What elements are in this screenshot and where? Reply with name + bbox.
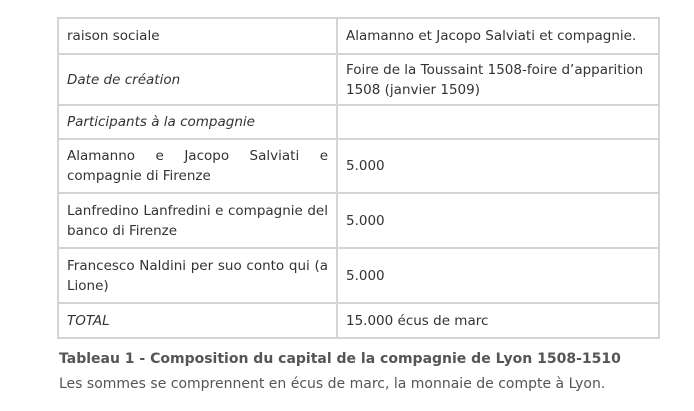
row-value: 15.000 écus de marc [337,303,659,338]
row-label: Francesco Naldini per suo conto qui (a Lione) [58,248,337,303]
table-row [58,139,659,193]
table-row [58,18,659,54]
table-row [58,303,659,338]
table-row [58,193,659,248]
table-note: Les sommes se comprennent en écus de marc, la monnaie de compte à Lyon. [59,376,606,392]
row-label: Participants à la compagnie [58,105,337,139]
row-value: 5.000 [337,248,659,303]
table-caption: Tableau 1 - Composition du capital de la compagnie de Lyon 1508-1510 [59,351,621,367]
row-value [337,105,659,139]
row-label: Date de création [58,54,337,105]
row-value: 5.000 [337,139,659,193]
row-value: Foire de la Toussaint 1508-foire d’apparition 1508 (janvier 1509) [337,54,659,105]
row-label: Lanfredino Lanfredini e compagnie del banco di Firenze [58,193,337,248]
row-label: Alamanno e Jacopo Salviati e compagnie di Firenze [58,139,337,193]
row-label: TOTAL [58,303,337,338]
capital-table [57,17,660,339]
row-label: raison sociale [58,18,337,54]
table-row [58,54,659,105]
row-value: 5.000 [337,193,659,248]
table-row [58,105,659,139]
row-value: Alamanno et Jacopo Salviati et compagnie. [337,18,659,54]
table-row [58,248,659,303]
